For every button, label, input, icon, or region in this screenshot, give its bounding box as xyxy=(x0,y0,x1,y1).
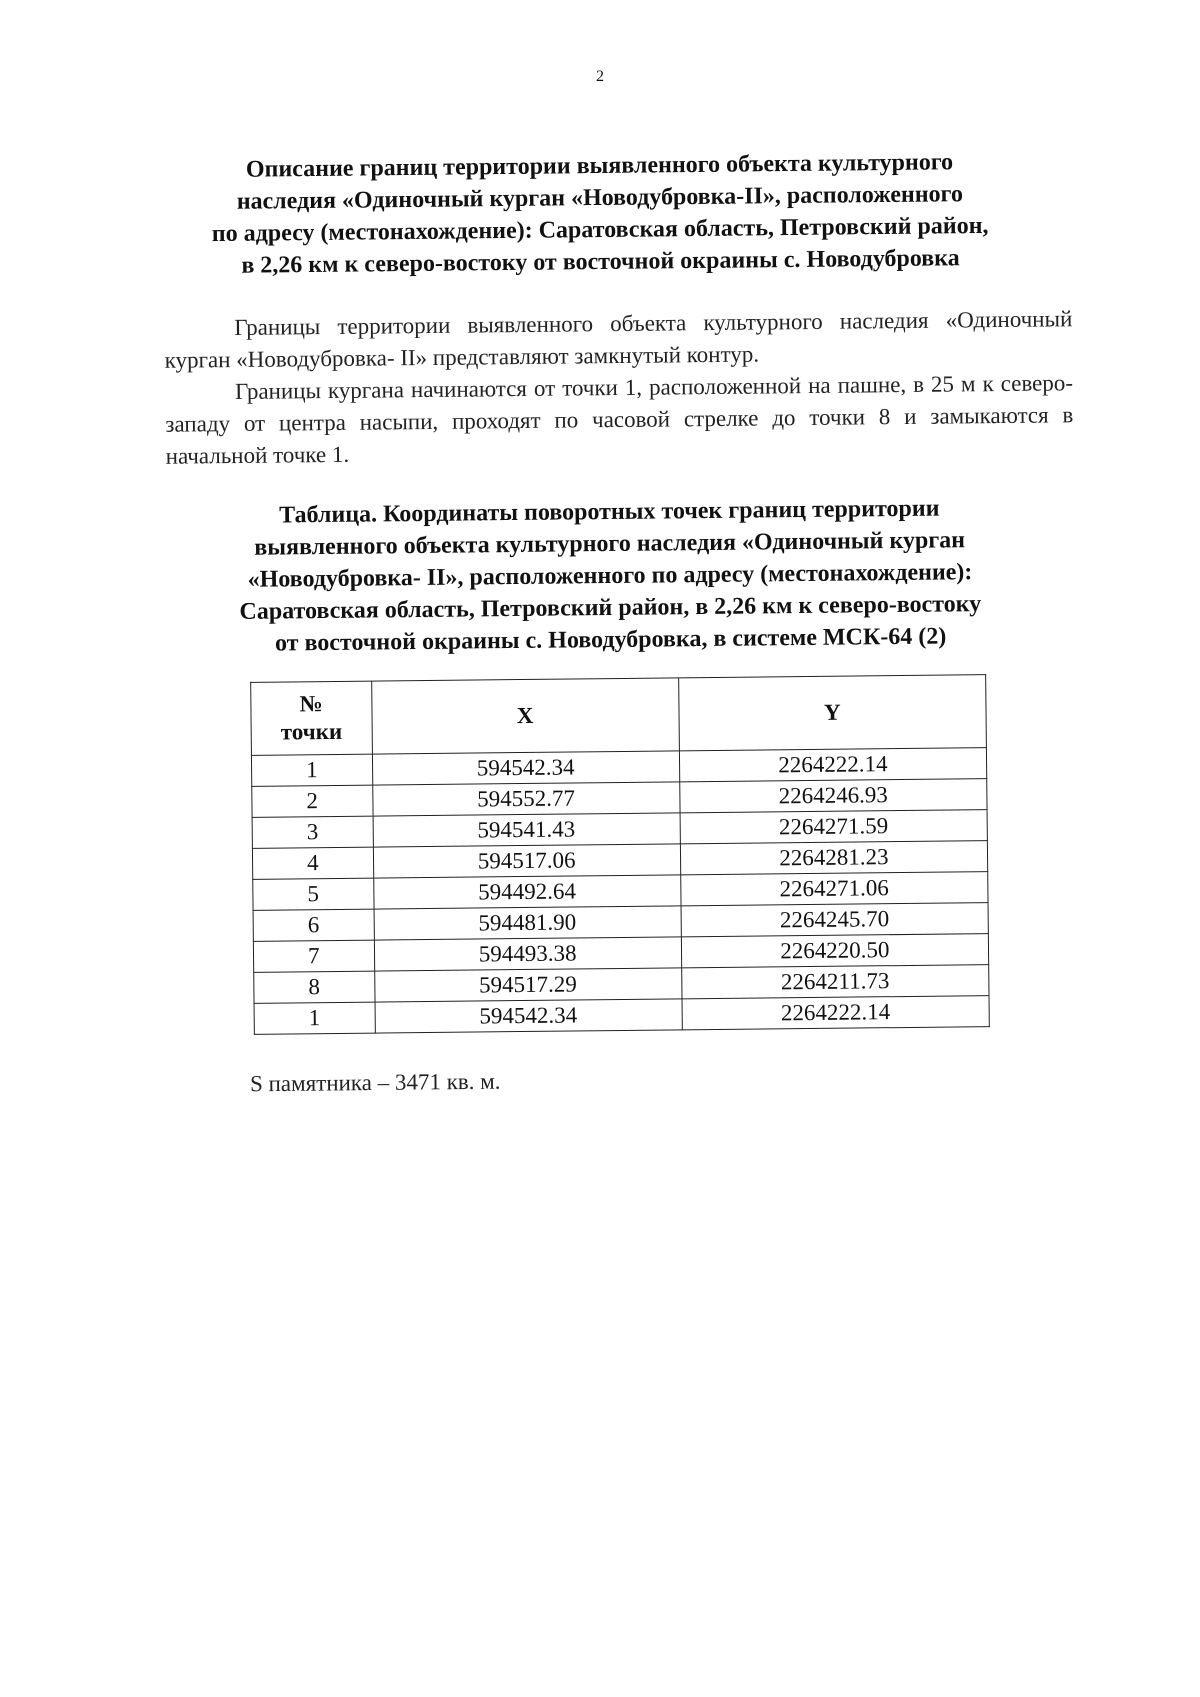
document-title-line: наследия «Одиночный курган «Новодубровка-II», расположенного xyxy=(236,181,964,215)
cell-y: 2264245.70 xyxy=(681,903,989,937)
coordinates-table xyxy=(250,674,990,1035)
cell-y: 2264220.50 xyxy=(681,934,989,968)
body-text xyxy=(164,303,1074,472)
table-title-line: Саратовская область, Петровский район, в 2,26 км к северо-востоку xyxy=(239,591,982,625)
cell-y: 2264271.59 xyxy=(680,810,988,844)
cell-x: 594517.29 xyxy=(374,968,681,1002)
cell-point: 3 xyxy=(252,816,373,848)
table-header-row xyxy=(251,675,987,756)
cell-point: 2 xyxy=(252,785,373,817)
table-title xyxy=(159,491,1061,660)
cell-x: 594541.43 xyxy=(373,813,680,847)
cell-point: 1 xyxy=(251,754,372,786)
table-title-line: выявленного объекта культурного наследия «Одиночный курган xyxy=(254,527,966,561)
header-point-number-symbol: № xyxy=(299,691,323,717)
cell-x: 594517.06 xyxy=(373,844,680,878)
document-title-line: Описание границ территории выявленного объекта культурного xyxy=(245,149,954,183)
cell-point: 8 xyxy=(254,971,375,1003)
cell-point: 1 xyxy=(254,1002,375,1034)
table-title-line: Таблица. Координаты поворотных точек границ территории xyxy=(279,495,940,529)
table-title-line: «Новодубровка- II», расположенного по адресу (местонахождение): xyxy=(247,559,973,593)
header-y: Y xyxy=(678,675,986,751)
header-point-number-label: точки xyxy=(280,718,343,745)
cell-y: 2264281.23 xyxy=(680,841,988,875)
monument-area: S памятника – 3471 кв. м. xyxy=(249,1068,501,1097)
cell-x: 594481.90 xyxy=(374,906,681,940)
cell-y: 2264222.14 xyxy=(679,748,987,782)
cell-x: 594493.38 xyxy=(374,937,681,971)
cell-x: 594542.34 xyxy=(372,751,679,785)
cell-point: 7 xyxy=(253,940,374,972)
cell-point: 4 xyxy=(252,847,373,879)
header-x: X xyxy=(371,678,679,754)
table-row xyxy=(254,996,989,1035)
cell-x: 594492.64 xyxy=(373,875,680,909)
cell-point: 6 xyxy=(253,909,374,941)
cell-point: 5 xyxy=(253,878,374,910)
document-title-line: в 2,26 км к северо-востоку от восточной окраины с. Новодубровка xyxy=(241,245,960,279)
document-title xyxy=(149,145,1050,282)
cell-x: 594552.77 xyxy=(372,782,679,816)
paragraph-boundary-route: Границы кургана начинаются от точки 1, расположенной на пашне, в 25 м к северо-западу от центра насыпи, проходят по часовой стрелке до точки 8 и замыкаются в начальной точке 1. xyxy=(165,370,1074,469)
cell-y: 2264271.06 xyxy=(680,872,988,906)
cell-y: 2264211.73 xyxy=(681,965,989,999)
coordinates-table-wrapper xyxy=(250,674,990,1035)
header-point-number xyxy=(251,681,372,755)
cell-y: 2264222.14 xyxy=(682,996,990,1030)
document-title-line: по адресу (местонахождение): Саратовская область, Петровский район, xyxy=(211,212,989,248)
paragraph-contour: Границы территории выявленного объекта культурного наследия «Одиночный курган «Новодубровка- II» представляют замкнутый контур. xyxy=(164,306,1073,373)
page-number: 2 xyxy=(596,68,604,85)
cell-x: 594542.34 xyxy=(375,999,682,1033)
cell-y: 2264246.93 xyxy=(679,779,987,813)
table-title-line: от восточной окраины с. Новодубровка, в системе МСК-64 (2) xyxy=(274,623,947,657)
